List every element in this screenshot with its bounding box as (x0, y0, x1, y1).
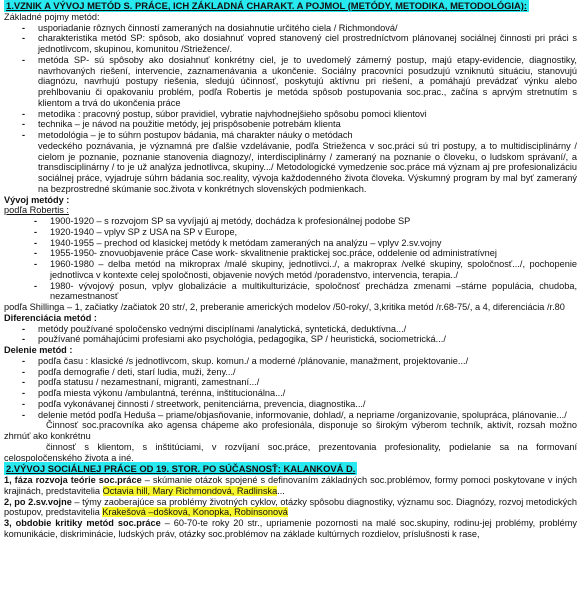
bullet-dash-icon: - (22, 398, 26, 409)
methodology-paragraph: vedeckého poznávania, je významná pre ďalšie vzdelávanie, podľa Strieženca v soc.práci sú tri postupy, a to multidisciplinárny / cielom je poznanie, poznanie stanovenia diagnozy/, interdisciplinárny / zameraný na poznanie o človeku, o ludskom správaní/, a transdisciplinárny / to je už analýza jednotlivca, skupiny.../ Metodologické vymedzenie soc.práce má význam aj pre profesionalizáciu sociálnej práce, vyjadruje súhrn bádania soc.reality, vývoja každodenného života človeka. Výskumný program by mal byť zameraný na bezprostredné skúmanie soc.života v konkrétnych slovenských podmienkach. (38, 140, 577, 194)
bullet-dash-icon: - (22, 119, 26, 130)
list-item: - 1940-1955 – prechod od klasickej metódy k metódam zameraných na analýzu – vplyv 2.sv.vojny (34, 237, 442, 248)
list-item: - metodika : pracovný postup, súbor pravidiel, vybratie najvhodnejšieho spôsobu pomoci klientovi (22, 108, 427, 119)
bullet-dash-icon: - (22, 409, 26, 420)
basic-terms-label: Základné pojmy metód: (4, 11, 100, 22)
bullet-dash-icon: - (22, 388, 26, 398)
list-item: - 1960-1980 – delba metód na mikroprax /malé skupiny, jednotlivci../, a makroprax /velké skupiny, spoločnosť.../, pochopenie jednotlivca v kontexte celej spoločnosti, objavenie nových metód /poradenstvo, intervencia, terapia../ (34, 259, 577, 280)
differentiation-label: Diferenciácia metód : (4, 312, 97, 323)
bullet-dash-icon: - (22, 22, 26, 33)
bullet-dash-icon: - (22, 54, 26, 65)
bullet-dash-icon: - (34, 237, 38, 248)
list-item: - podľa vykonávanej činnosti / streetwork, penitenciárna, prevencia, diagnostika.../ (22, 398, 366, 409)
list-item: - 1920-1940 – vplyv SP z USA na SP v Europe, (34, 226, 238, 237)
list-item: - charakteristika metód SP: spôsob, ako dosiahnuť vopred stanovený ciel prostredníctvom plánovanej sociálnej činnosti pri práci s jednotlivcom, skupinou, komunitou /Striežence/. (22, 33, 577, 54)
bullet-dash-icon: - (22, 108, 26, 119)
closing-paragraph-1: Činnosť soc.pracovníka ako agensa chápeme ako profesionála, disponuje so širokým výberom techník, aktivít, rozsah možno zhrnúť ako konkrétnu (4, 420, 577, 441)
bullet-dash-icon: - (34, 259, 38, 269)
differentiation-list (4, 324, 577, 346)
list-item: - delenie metód podľa Heduša – priame/objasňovanie, informovanie, dohlad/, a nepriame /organizovanie, spolupráca, plánovanie.../ (22, 409, 567, 420)
list-item: - 1900-1920 – s rozvojom SP sa vyvíjajú aj metódy, dochádza k profesionálnej podobe SP (34, 216, 411, 226)
bullet-dash-icon: - (34, 226, 38, 237)
phase1-paragraph: 1, fáza rozvoja teórie soc.práce – skúmanie otázok spojené s definovaním základných soc.problémov, formy pomoci poskytovane v iných krajinách, predstavitelia Octavia hill, Mary Richmondová, Radlinska... (4, 475, 577, 496)
list-item: - usporiadanie rôznych činností zameraných na dosiahnutie určitého ciela / Richmondová/ (22, 22, 398, 33)
phase3-paragraph: 3, obdobie kritiky metód soc.práce – 60-70-te roky 20 str., upriamenie pozornosti na malé soc.skupiny, rodinu-jej problémy, problémy komunikácie, diskriminácie, ludských práv, otázky soc.problémov na základe kultúrnych rozdielov, príslušnosti k rase, (4, 518, 577, 539)
list-item: - metóda SP- sú spôsoby ako dosiahnuť konkrétny ciel, je to uvedomelý zámerný postup, majú etapy-evidencie, diagnostiky, navrhovaných riešení, intervencie, zaznamenávania a ukončenie. Sociálny pracovníci posudzujú vzniknutú situáciu, stanovujú diagnózu, navrhujú postupy riešenia, sledujú účinnosť, poskytujú aktívnu pri riešení, a pomáhajú prevádzať výnku alebo prehlbovaniu či opakovaniu problém, podľa Robertis je metóda spôsob postupovania soc.prac., začína s aprvým stretnutím s klientom a trvá do ukončenia práce (22, 54, 577, 108)
list-item: - technika – je návod na použitie metódy, jej prispôsobenie potrebám klienta (22, 119, 341, 130)
division-list (4, 356, 577, 421)
section2-heading: 2.VÝVOJ SOCIÁLNEJ PRÁCE OD 19. STOR. PO SÚČASNOSŤ: KALANKOVÁ D. (6, 463, 356, 475)
robertis-list (4, 216, 577, 302)
list-item: - podľa statusu / nezamestnaní, migranti, zamestnaní.../ (22, 377, 260, 388)
list-item: - metodológia – je to súhrn postupov bádania, má charakter náuky o metódach (22, 130, 353, 140)
list-item: - 1955-1950- znovuobjavenie práce Case work- skvalitnenie praktickej soc.práce, oddelenie od administratívnej (34, 248, 497, 259)
list-item: - 1980- vývojový posun, vplyv globalizácie a multikulturizácie, spoločnosť prechádza zmenami –stárne populácia, chudoba, nezamestnanosť (34, 280, 577, 302)
bullet-dash-icon: - (22, 377, 26, 388)
bullet-dash-icon: - (22, 355, 26, 366)
section1-heading: 1.VZNIK A VÝVOJ METÓD S. PRÁCE, ICH ZÁKLADNÁ CHARAKT. A POJMOL (METÓDY, METODIKA, METODOLÓGIA): (6, 0, 528, 11)
bullet-dash-icon: - (34, 216, 38, 226)
bullet-dash-icon: - (22, 130, 26, 140)
list-item: - podľa miesta výkonu /ambulantná, terénna, inštitucionálna.../ (22, 388, 286, 398)
robertis-label: podľa Robertis : (4, 205, 69, 216)
bullet-dash-icon: - (34, 280, 38, 291)
list-item: - metódy používané spoločensko vednými disciplínami /analytická, syntetická, deduktívna.../ (22, 323, 407, 334)
shilling-paragraph: podľa Shillinga – 1, začiatky /začiatok 20 str/, 2, preberanie amerických modelov /50-roky/, 3,kritika metód /r.68-75/, a 4, diferenciácia /r.80 (4, 302, 565, 312)
bullet-dash-icon: - (22, 323, 26, 334)
bullet-dash-icon: - (22, 33, 26, 44)
list-item: - používané pomáhajúcimi profesiami ako psychológia, pedagogika, SP / heuristická, sociometrická.../ (22, 334, 446, 345)
phase2-paragraph: 2, po 2.sv.vojne – týmy zaoberajúce sa problémy životných cyklov, otázky spôsobu diagnostiky, významu soc. Diagnózy, rozvoj metodických postupov, predstavitelia Krakešová –došková, Konopka, Robinsonová (4, 496, 577, 518)
list-item: - podľa demografie / deti, starí ludia, muži, ženy.../ (22, 366, 236, 377)
bullet-dash-icon: - (34, 248, 38, 259)
basic-terms-list (4, 23, 577, 141)
bullet-dash-icon: - (22, 334, 26, 345)
closing-paragraph-2: činnosť s klientom, s inštitúciami, v rozvíjaní soc.práce, prezentovania profesionality, podielanie sa na formovaní celospoločenského života a iné. (4, 441, 577, 463)
list-item: - podľa času : klasické /s jednotlivcom, skup. komun./ a moderné /plánovanie, manažment, projektovanie.../ (22, 355, 469, 366)
bullet-dash-icon: - (22, 366, 26, 377)
development-label: Vývoj metódy : (4, 194, 70, 205)
division-label: Delenie metód : (4, 345, 73, 355)
